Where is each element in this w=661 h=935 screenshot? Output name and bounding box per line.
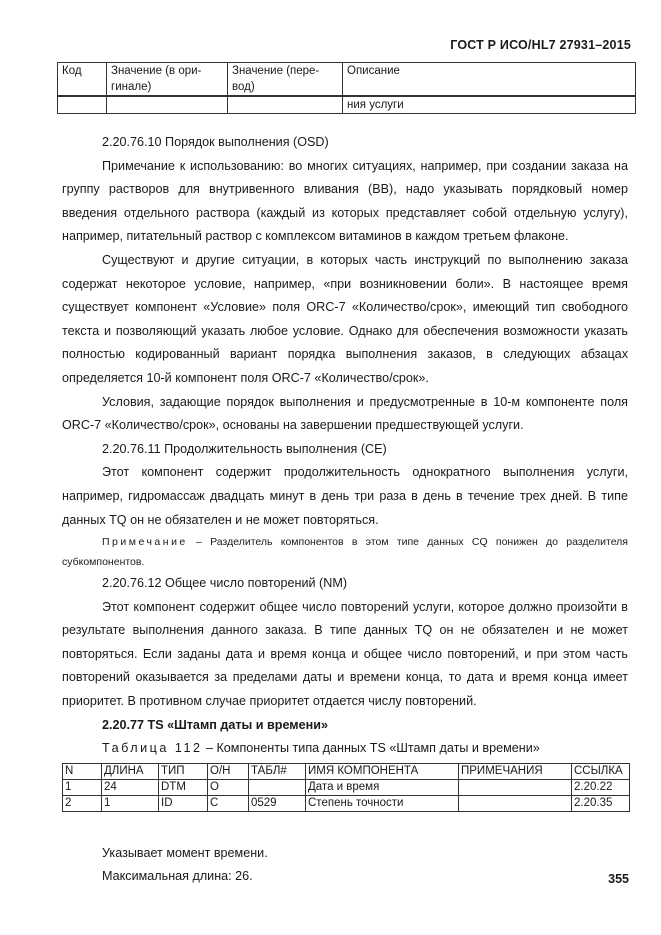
paragraph: Указывает момент времени. [102,845,268,860]
table-cell: ID [159,795,208,811]
components-table [62,763,630,812]
paragraph: Этот компонент содержит общее число повторений услуги, которое должно произойти в результате выполнения данного заказа. В типе данных TQ он не обязателен и не может повторяться. Если заданы дата и время конца и общее число повторений, и при этом часть повторений оказывается за пределами даты и времени конца, то дата и время конца имеет приоритет. В противном случае приоритет отдается числу повторений. [62,599,628,709]
document-body [62,131,628,889]
note-text: – Разделитель компонентов в этом типе данных CQ понижен до разделителя субкомпонентов. [62,536,628,569]
paragraph: Этот компонент содержит продолжительность однократного выполнения услуги, например, гидромассаж двадцать минут в день три раза в день в течение трех дней. В типе данных TQ он не обязателен и не может повторяться. [62,465,628,527]
page-number: 355 [608,872,629,886]
table-header-cell: ИМЯ КОМПОНЕНТА [306,763,459,779]
paragraph: Максимальная длина: 26. [102,869,253,884]
table-caption-text: – Компоненты типа данных TS «Штамп даты и времени» [202,741,540,756]
table-caption [62,737,628,761]
table-header-cell: Значение (в ори-гинале) [107,63,228,97]
table-cell: 2.20.35 [572,795,630,811]
paragraph: Примечание к использованию: во многих ситуациях, например, при создании заказа на группу растворов для внутривенного вливания (ВВ), надо указывать порядковый номер введения отдельного раствора (каждый из которых представляет собой отдельную услугу), например, питательный раствор с комплексом витаминов в каждом третьем флаконе. [62,158,628,244]
table-cell: 1 [63,779,102,795]
table-header-cell: N [63,763,102,779]
table-header-cell: ТАБЛ# [249,763,306,779]
table-cell [459,795,572,811]
table-cell: Степень точности [306,795,459,811]
paragraph: Условия, задающие порядок выполнения и предусмотренные в 10-м компоненте поля ORC-7 «Количество/срок», основаны на завершении предшествующей услуги. [62,394,628,433]
table-header-cell: Код [58,63,107,97]
table-cell [228,96,343,114]
table-cell: 0529 [249,795,306,811]
table-cell: 2 [63,795,102,811]
table-header-cell: Значение (пере-вод) [228,63,343,97]
table-header-cell: ПРИМЕЧАНИЯ [459,763,572,779]
table-cell: C [208,795,249,811]
table-cell: 24 [102,779,159,795]
table-header-cell: ДЛИНА [102,763,159,779]
table-caption-label: Таблица 112 [102,741,203,756]
note [62,532,628,572]
table-header-cell: О/Н [208,763,249,779]
table-cell: 2.20.22 [572,779,630,795]
table-header-row [58,63,636,97]
table-row [63,795,630,811]
table-cell [249,779,306,795]
table-cell: DTM [159,779,208,795]
section-heading: 2.20.77 TS «Штамп даты и времени» [102,717,328,732]
table-cell [107,96,228,114]
table-header-cell: ТИП [159,763,208,779]
table-header-row [63,763,630,779]
table-cell [58,96,107,114]
table-cell: O [208,779,249,795]
table-header-cell: ССЫЛКА [572,763,630,779]
section-heading: 2.20.76.12 Общее число повторений (NM) [102,576,348,591]
note-label: Примечание [102,536,188,549]
table-cell: Дата и время [306,779,459,795]
continuation-table [57,62,636,114]
table-row [63,779,630,795]
table-cell: 1 [102,795,159,811]
table-cell: ния услуги [343,96,636,114]
table-header-cell: Описание [343,63,636,97]
table-cell [459,779,572,795]
paragraph: Существуют и другие ситуации, в которых часть инструкций по выполнению заказа содержат некоторое условие, например, «при возникновении боли». В настоящее время существует компонент «Условие» поля ORC-7 «Количество/срок», имеющий тип свободного текста и позволяющий указать любое условие. Однако для обеспечения возможности указать полностью кодированный вариант порядка выполнения заказов, в следующих абзацах определяется 10-й компонент поля ORC-7 «Количество/срок». [62,252,628,385]
page-header: ГОСТ Р ИСО/HL7 27931–2015 [450,38,631,52]
table-row [58,96,636,114]
section-heading: 2.20.76.11 Продолжительность выполнения (CE) [102,441,387,456]
section-heading: 2.20.76.10 Порядок выполнения (OSD) [102,135,329,149]
